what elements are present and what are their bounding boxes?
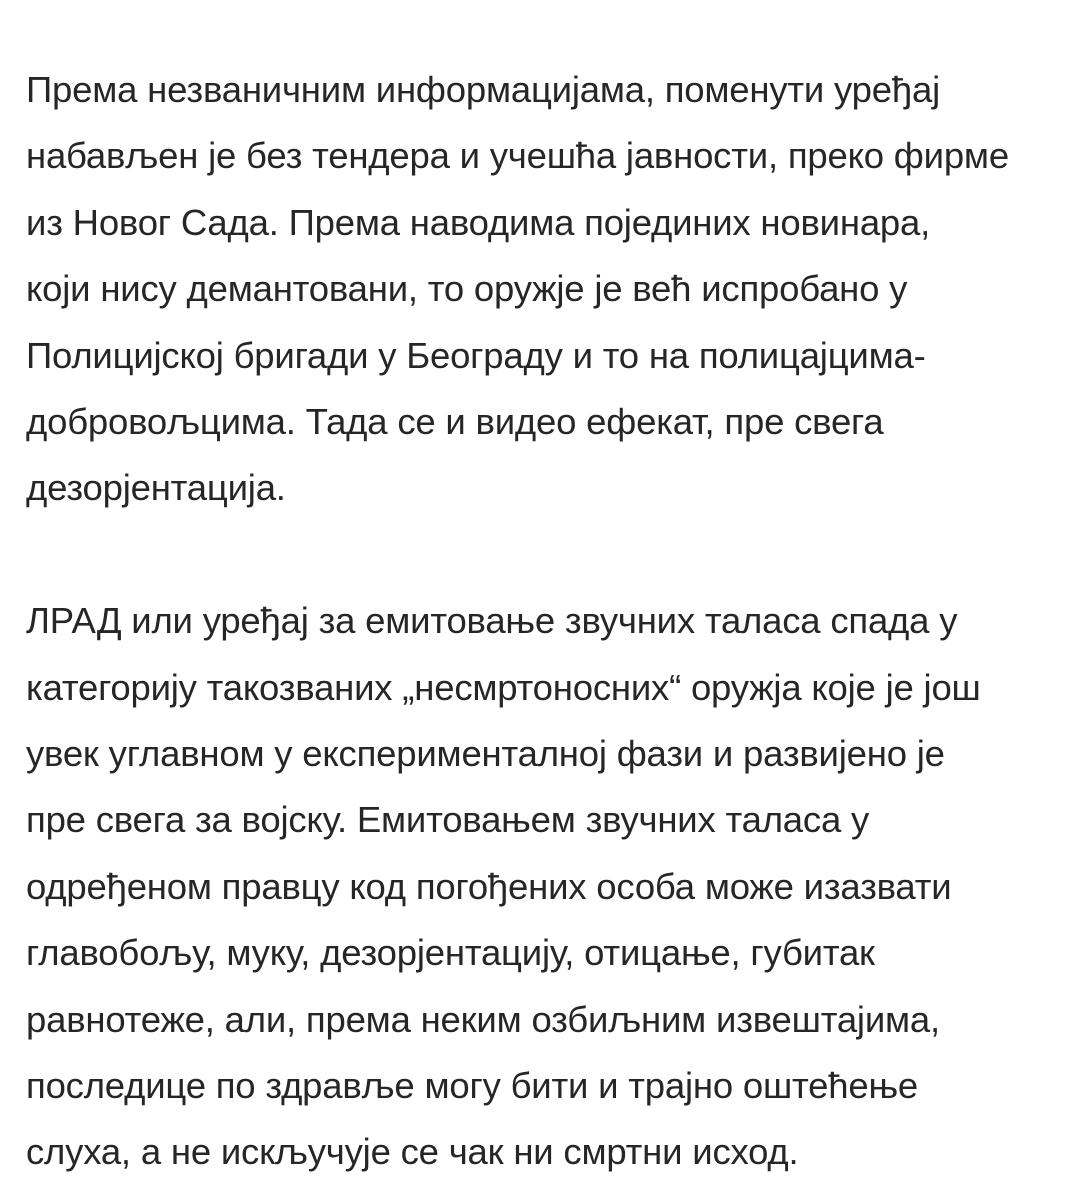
text-line: категорију такозваних „несмртоносних“ оружја које је још xyxy=(26,666,981,708)
paragraph-2 xyxy=(26,588,1066,1186)
text-line: слуха, а не искључује се чак ни смртни исход. xyxy=(26,1131,799,1173)
paragraph-1 xyxy=(26,57,1066,522)
text-line: дезорјентација. xyxy=(26,467,286,509)
text-line: добровољцима. Тада се и видео ефекат, пре свега xyxy=(26,401,884,443)
text-line: равнотеже, али, према неким озбиљним извештајима, xyxy=(26,998,940,1040)
article-body xyxy=(26,57,1066,1186)
text-line: ЛРАД или уређај за емитовање звучних таласа спада у xyxy=(26,600,958,642)
text-line: који нису демантовани, то оружје је већ испробано у xyxy=(26,268,908,310)
text-line: последице по здравље могу бити и трајно оштећење xyxy=(26,1065,919,1107)
text-line: одређеном правцу код погођених особа може изазвати xyxy=(26,865,952,907)
text-line: главобољу, муку, дезорјентацију, отицање, губитак xyxy=(26,932,875,974)
text-line: увек углавном у експерименталној фази и развијено је xyxy=(26,733,945,775)
text-line: из Новог Сада. Према наводима појединих новинара, xyxy=(26,201,931,243)
text-line: Полицијској бригади у Београду и то на полицајцима- xyxy=(26,334,926,376)
text-line: набављен је без тендера и учешћа јавности, преко фирме xyxy=(26,135,1009,177)
text-line: Према незваничним информацијама, поменути уређај xyxy=(26,69,940,110)
text-line: пре свега за војску. Емитовањем звучних таласа у xyxy=(26,799,870,841)
